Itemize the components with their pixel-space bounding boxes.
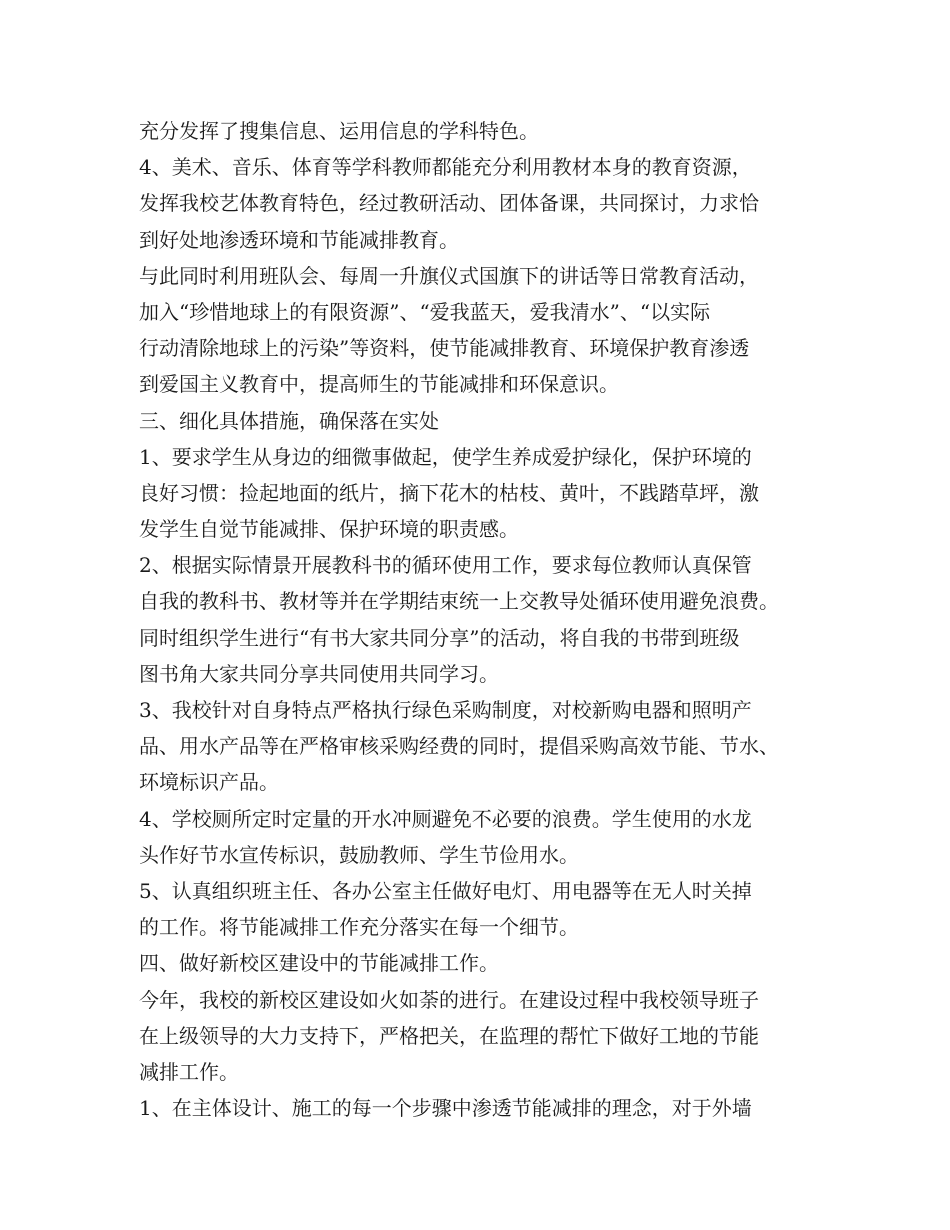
text-line: 4、美术、音乐、体育等学科教师都能充分利用教材本身的教育资源， [139,155,752,180]
text-line: 充分发挥了搜集信息、运用信息的学科特色。 [139,119,539,143]
text-line: 1、在主体设计、施工的每一个步骤中渗透节能减排的理念，对于外墙 [139,1096,752,1121]
text-line: 自我的教科书、教材等并在学期结束统一上交教导处循环使用避免浪费。 [139,589,779,614]
text-line: 到好处地渗透环境和节能减排教育。 [139,227,459,252]
text-line: 良好习惯：捡起地面的纸片，摘下花木的枯枝、黄叶，不践踏草坪，激 [139,480,759,505]
section-heading: 三、细化具体措施，确保落在实处 [139,408,439,433]
text-line: 到爱国主义教育中，提高师生的节能减排和环保意识。 [139,372,619,397]
text-line: 3、我校针对自身特点严格执行绿色采购制度，对校新购电器和照明产 [139,698,752,722]
text-line: 环境标识产品。 [139,770,279,795]
text-line: 2、根据实际情景开展教科书的循环使用工作，要求每位教师认真保管 [139,553,752,578]
text-line: 减排工作。 [139,1059,239,1084]
text-line: 5、认真组织班主任、各办公室主任做好电灯、用电器等在无人时关掉 [139,878,752,903]
text-line: 今年，我校的新校区建设如火如荼的进行。在建设过程中我校领导班子 [139,987,759,1012]
text-line: 的工作。将节能减排工作充分落实在每一个细节。 [139,915,579,940]
text-line: 头作好节水宣传标识，鼓励教师、学生节俭用水。 [139,842,579,867]
text-line: 发挥我校艺体教育特色，经过教研活动、团体备课，共同探讨，力求恰 [139,191,759,216]
text-line: 在上级领导的大力支持下，严格把关，在监理的帮忙下做好工地的节能 [139,1023,759,1048]
text-line: 加入“珍惜地球上的有限资源”、“爱我蓝天，爱我清水”、“以实际 [139,299,711,324]
text-line: 4、学校厕所定时定量的开水冲厕避免不必要的浪费。学生使用的水龙 [139,806,752,831]
document-body [139,113,839,1126]
text-line: 行动清除地球上的污染”等资料，使节能减排教育、环境保护教育渗透 [139,336,750,361]
text-line: 与此同时利用班队会、每周一升旗仪式国旗下的讲话等日常教育活动， [139,263,759,288]
text-line: 同时组织学生进行“有书大家共同分享”的活动，将自我的书带到班级 [139,625,740,650]
text-line: 图书角大家共同分享共同使用共同学习。 [139,661,499,686]
section-heading: 四、做好新校区建设中的节能减排工作。 [139,951,499,976]
text-line: 发学生自觉节能减排、保护环境的职责感。 [139,517,519,542]
text-line: 1、要求学生从身边的细微事做起，使学生养成爱护绿化，保护环境的 [139,444,752,469]
text-line: 品、用水产品等在严格审核采购经费的同时，提倡采购高效节能、节水、 [139,734,779,759]
